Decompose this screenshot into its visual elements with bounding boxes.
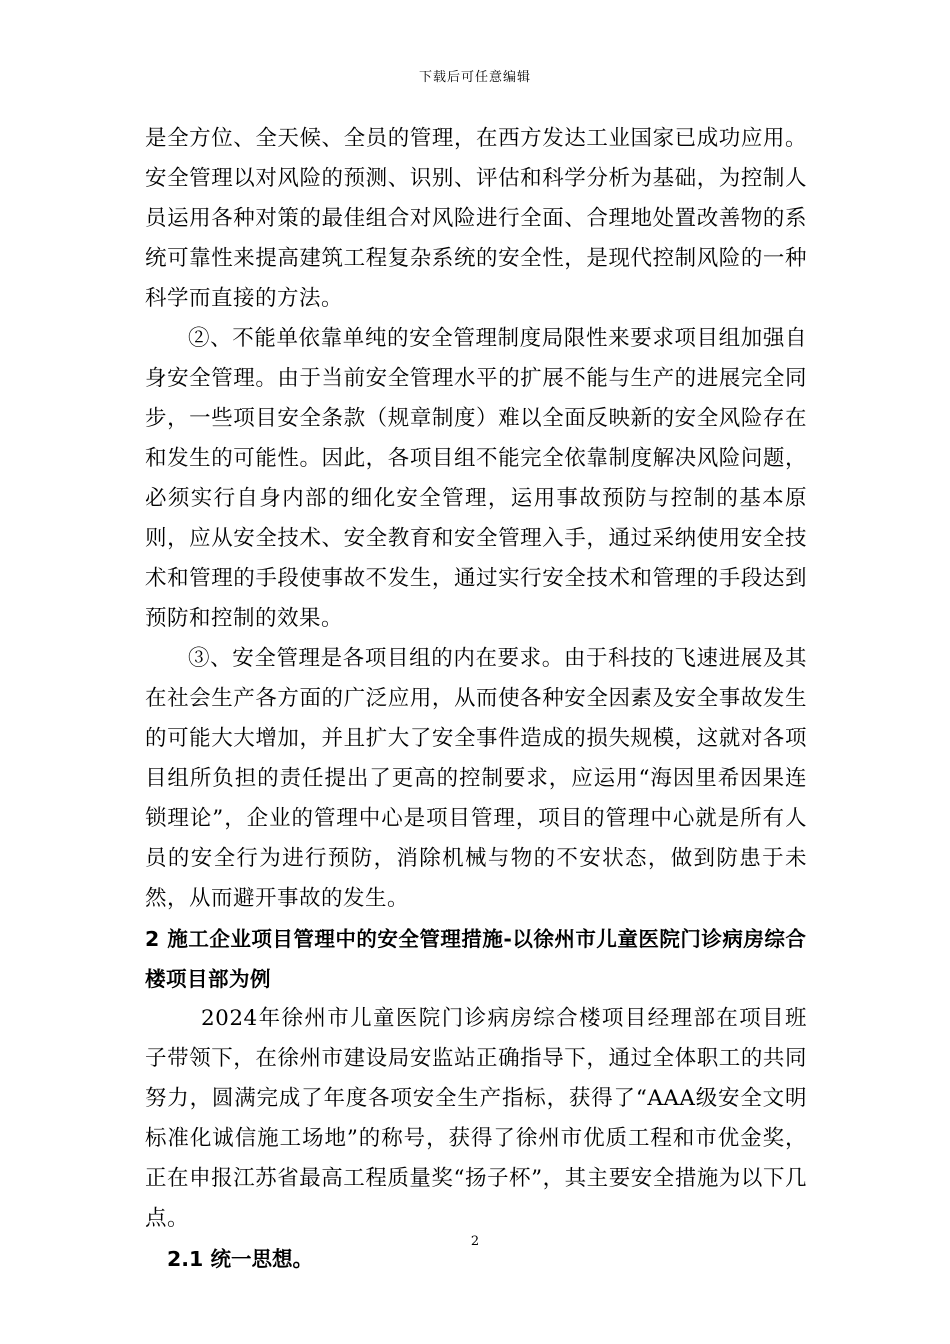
page-number: 2 bbox=[470, 1234, 480, 1249]
section-heading-2-1: 2.1 统一思想。 bbox=[167, 1247, 313, 1271]
document-body bbox=[145, 119, 807, 1279]
section-heading-2: 2 施工企业项目管理中的安全管理措施-以徐州市儿童医院门诊病房综合楼项目部为例 bbox=[145, 927, 807, 991]
paragraph-safety-management-definition: 是全方位、全天候、全员的管理，在西方发达工业国家已成功应用。安全管理以对风险的预测、识别、评估和科学分析为基础，为控制人员运用各种对策的最佳组合对风险进行全面、合理地处置改善物的系统可靠性来提高建筑工程复杂系统的安全性，是现代控制风险的一种科学而直接的方法。 bbox=[145, 126, 807, 311]
paragraph-point-2: ②、不能单依靠单纯的安全管理制度局限性来要求项目组加强自身安全管理。由于当前安全管理水平的扩展不能与生产的进展完全同步，一些项目安全条款（规章制度）难以全面反映新的安全风险存在和发生的可能性。因此，各项目组不能完全依靠制度解决风险问题，必须实行自身内部的细化安全管理，运用事故预防与控制的基本原则，应从安全技术、安全教育和安全管理入手，通过采纳使用安全技术和管理的手段使事故不发生，通过实行安全技术和管理的手段达到预防和控制的效果。 bbox=[145, 326, 807, 631]
paragraph-point-3: ③、安全管理是各项目组的内在要求。由于科技的飞速进展及其在社会生产各方面的广泛应用，从而使各种安全因素及安全事故发生的可能大大增加，并且扩大了安全事件造成的损失规模，这就对各项目组所负担的责任提出了更高的控制要求，应运用“海因里希因果连锁理论”，企业的管理中心是项目管理，项目的管理中心就是所有人员的安全行为进行预防，消除机械与物的不安状态，做到防患于未然，从而避开事故的发生。 bbox=[145, 646, 807, 911]
page-header: 下载后可任意编辑 bbox=[418, 70, 531, 85]
paragraph-project-overview: 2024年徐州市儿童医院门诊病房综合楼项目经理部在项目班子带领下，在徐州市建设局安监站正确指导下，通过全体职工的共同努力，圆满完成了年度各项安全生产指标，获得了“AAA级安全文明标准化诚信施工场地”的称号，获得了徐州市优质工程和市优金奖，正在申报江苏省最高工程质量奖“扬子杯”，其主要安全措施为以下几点。 bbox=[145, 1006, 807, 1231]
